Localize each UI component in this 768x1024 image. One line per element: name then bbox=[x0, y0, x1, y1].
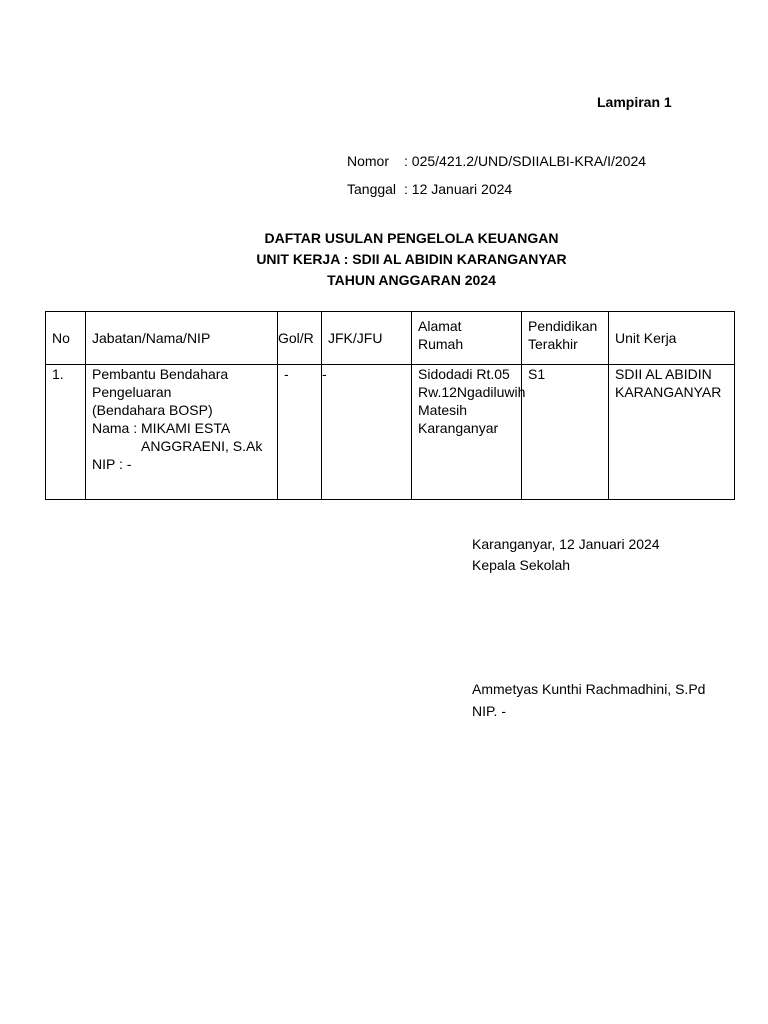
col-header-pendidikan-line1: Pendidikan bbox=[528, 318, 598, 334]
col-header-alamat bbox=[412, 312, 522, 365]
alamat-line-4: Karanganyar bbox=[418, 420, 499, 436]
tanggal-label: Tanggal bbox=[347, 181, 397, 197]
jabatan-line-2: Pengeluaran bbox=[92, 384, 172, 400]
signature-nip: NIP. - bbox=[472, 703, 506, 719]
nama-line-2: ANGGRAENI, S.Ak bbox=[141, 438, 263, 454]
unit-line-2: KARANGANYAR bbox=[615, 384, 722, 400]
col-header-alamat-line1: Alamat bbox=[418, 318, 462, 334]
signature-position: Kepala Sekolah bbox=[472, 557, 571, 573]
col-header-alamat-line2: Rumah bbox=[418, 336, 464, 352]
cell-pendidikan: S1 bbox=[522, 365, 609, 500]
document-title: DAFTAR USULAN PENGELOLA KEUANGAN bbox=[264, 230, 559, 246]
cell-no: 1. bbox=[46, 365, 86, 500]
unit-line-1: SDII AL ABIDIN bbox=[615, 366, 712, 382]
document-subtitle-unit: UNIT KERJA : SDII AL ABIDIN KARANGANYAR bbox=[256, 251, 567, 267]
table-row bbox=[46, 365, 735, 500]
alamat-line-2: Rw.12Ngadiluwih bbox=[418, 384, 526, 400]
col-header-jabatan: Jabatan/Nama/NIP bbox=[86, 312, 278, 365]
cell-jfk: - bbox=[322, 365, 412, 500]
jabatan-line-1: Pembantu Bendahara bbox=[92, 366, 229, 382]
nomor-label: Nomor bbox=[347, 153, 390, 169]
pengelola-table bbox=[45, 311, 735, 500]
col-header-jfk: JFK/JFU bbox=[322, 312, 412, 365]
alamat-line-1: Sidodadi Rt.05 bbox=[418, 366, 510, 382]
tanggal-value: : 12 Januari 2024 bbox=[404, 181, 513, 197]
nama-line-1: Nama : MIKAMI ESTA bbox=[92, 420, 231, 436]
cell-alamat bbox=[412, 365, 526, 500]
nip-line: NIP : - bbox=[92, 456, 132, 472]
col-header-pendidikan-line2: Terakhir bbox=[528, 336, 578, 352]
cell-unit bbox=[609, 365, 735, 500]
alamat-line-3: Matesih bbox=[418, 402, 468, 418]
signature-name: Ammetyas Kunthi Rachmadhini, S.Pd bbox=[472, 681, 706, 697]
col-header-gol: Gol/R bbox=[278, 312, 322, 365]
col-header-pendidikan bbox=[522, 312, 609, 365]
nomor-value: : 025/421.2/UND/SDIIALBI-KRA/I/2024 bbox=[404, 153, 647, 169]
col-header-no: No bbox=[46, 312, 86, 365]
table-header-row bbox=[46, 312, 735, 365]
lampiran-label: Lampiran 1 bbox=[597, 94, 672, 110]
cell-jabatan bbox=[86, 365, 278, 500]
document-subtitle-year: TAHUN ANGGARAN 2024 bbox=[327, 272, 496, 288]
jabatan-line-3: (Bendahara BOSP) bbox=[92, 402, 213, 418]
signature-place-date: Karanganyar, 12 Januari 2024 bbox=[472, 536, 660, 552]
col-header-unit: Unit Kerja bbox=[609, 312, 735, 365]
cell-gol: - bbox=[278, 365, 322, 500]
